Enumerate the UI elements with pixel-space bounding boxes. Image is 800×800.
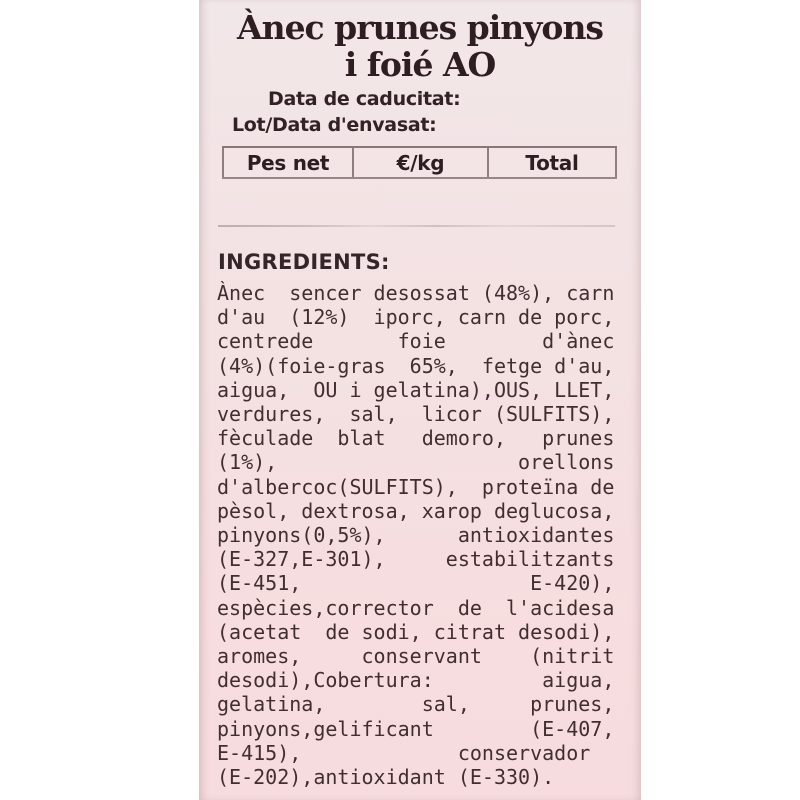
ingredients-line: (4%)(foie-gras 65%, fetge d'au, <box>217 353 615 378</box>
price-table-row-divider <box>218 225 615 227</box>
product-title-line2: i foié AO <box>344 45 496 84</box>
ingredients-heading: INGREDIENTS: <box>218 250 390 274</box>
price-table <box>222 146 617 179</box>
ingredients-line: espècies,corrector de l'acidesa <box>217 595 615 620</box>
ingredients-line: (E-451, E-420), <box>217 571 615 596</box>
ingredients-line: d'au (12%) iporc, carn de porc, <box>217 305 615 330</box>
ingredients-line: (E-327,E-301), estabilitzants <box>217 547 615 572</box>
ingredients-line: aromes, conservant (nitrit <box>217 644 615 669</box>
ingredients-line: verdures, sal, licor (SULFITS), <box>217 402 615 427</box>
ingredients-line: aigua, OU i gelatina),OUS, LLET, <box>217 377 615 402</box>
ingredients-text <box>217 281 617 789</box>
lot-date-label: Lot/Data d'envasat: <box>232 114 437 136</box>
ingredients-line: (1%), orellons <box>217 450 615 475</box>
ingredients-line: desodi),Cobertura: aigua, <box>217 668 615 693</box>
ingredients-line: centrede foie d'ànec <box>217 329 615 354</box>
ingredients-line: Ànec sencer desossat (48%), carn <box>217 281 615 305</box>
product-title-line1: Ànec prunes pinyons <box>236 8 604 47</box>
ingredients-line: (E-202),antioxidant (E-330). <box>217 765 555 790</box>
product-title <box>199 9 641 83</box>
price-table-header-pes-net: Pes net <box>222 148 352 177</box>
expiry-date-label: Data de caducitat: <box>268 88 461 110</box>
ingredients-line: (acetat de sodi, citrat desodi), <box>217 619 615 644</box>
ingredients-line: fèculade blat demoro, prunes <box>217 426 615 451</box>
product-label <box>199 0 641 800</box>
ingredients-line: pinyons(0,5%), antioxidantes <box>217 523 615 548</box>
ingredients-line: pèsol, dextrosa, xarop deglucosa, <box>217 498 615 523</box>
ingredients-line: d'albercoc(SULFITS), proteïna de <box>217 474 615 499</box>
ingredients-line: gelatina, sal, prunes, <box>217 692 615 717</box>
price-table-header-total: Total <box>487 148 617 177</box>
ingredients-line: pinyons,gelificant (E-407, <box>217 716 615 741</box>
ingredients-line: E-415), conservador <box>217 740 591 765</box>
price-table-header-eur-kg: €/kg <box>352 148 487 177</box>
